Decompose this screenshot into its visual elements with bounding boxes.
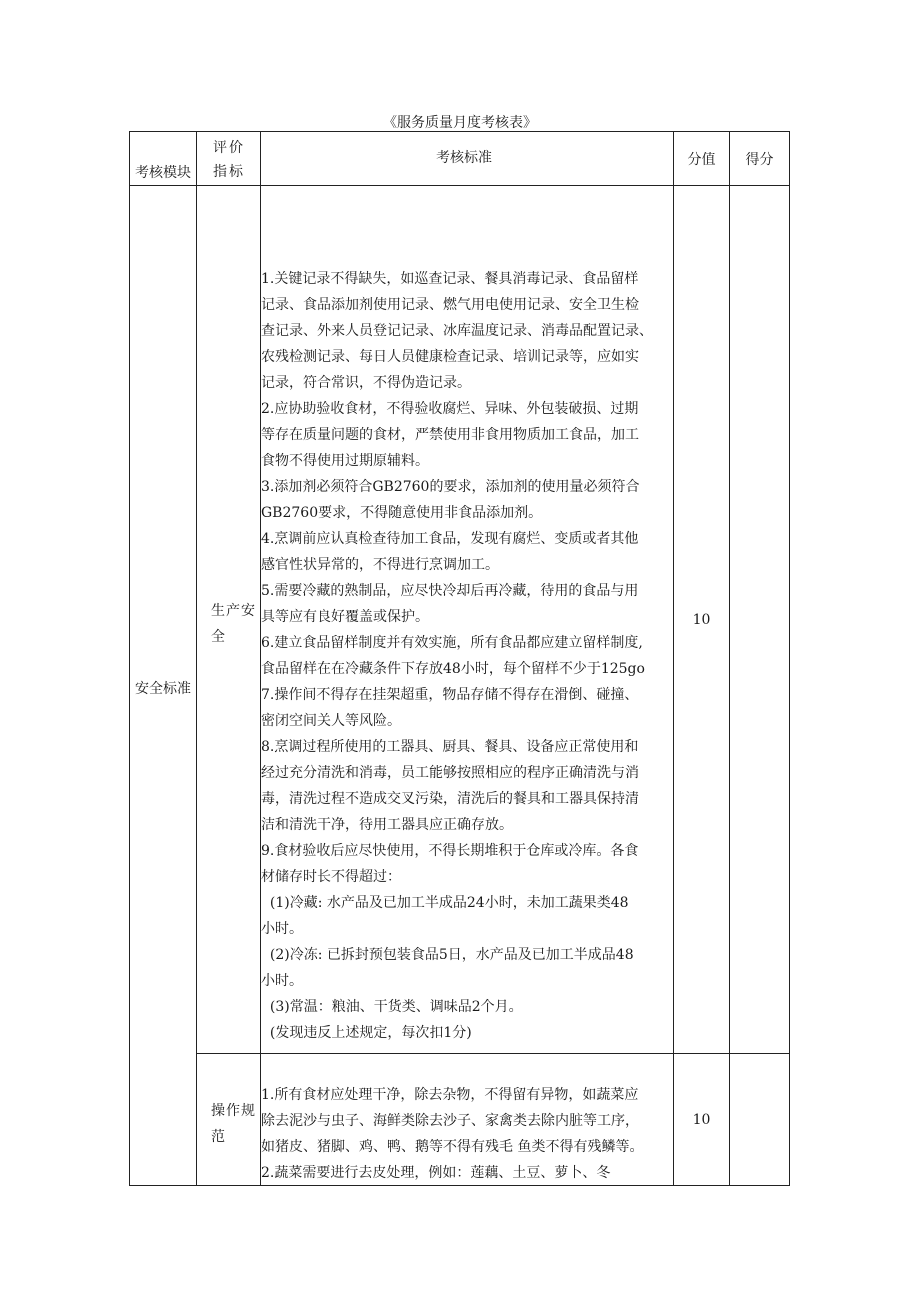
score-value-operation-norms: 10 — [692, 1111, 711, 1128]
module-name: 安全标准 — [135, 681, 191, 697]
standard-line: 经过充分清洗和消毒，员工能够按照相应的程序正确清洗与消 — [261, 765, 639, 781]
score-cell-operation-norms[interactable] — [730, 1054, 789, 1185]
standard-line: 5.需要冷藏的熟制品，应尽快冷却后再冷藏，待用的食品与用 — [261, 583, 639, 599]
header-indicator — [213, 136, 259, 185]
standard-line: 4.烹调前应认真检查待加工食品，发现有腐烂、变质或者其他 — [261, 531, 639, 547]
indicator-operation-norms: 操作规范 — [211, 1103, 256, 1145]
standard-line: 1.关键记录不得缺失，如巡查记录、餐具消毒记录、食品留样 — [261, 271, 639, 287]
header-standard-text: 考核标准 — [436, 150, 492, 166]
header-score — [730, 149, 789, 169]
header-module — [130, 132, 196, 185]
standard-line: 洁和清洗干净，待用工器具应正确存放。 — [261, 817, 513, 833]
score-cell-production-safety[interactable] — [730, 186, 789, 1053]
standard-line: 7.操作间不得存在挂架超重，物品存储不得存在滑倒、碰撞、 — [261, 687, 639, 703]
indicator-cell-operation-norms — [211, 1098, 257, 1150]
standard-text-production-safety — [261, 266, 681, 1046]
table-border-top — [129, 131, 790, 132]
standard-line: 食物不得使用过期原辅料。 — [261, 453, 429, 469]
standard-line: 感官性状异常的，不得进行烹调加工。 — [261, 557, 499, 573]
standard-line: 材储存时长不得超过： — [261, 869, 401, 885]
standard-line: 查记录、外来人员登记记录、冰库温度记录、消毒品配置记录、 — [261, 323, 653, 339]
header-score-value-text: 分值 — [687, 152, 716, 168]
standard-line: 毒，清洗过程不造成交叉污染，清洗后的餐具和工器具保持清 — [261, 791, 639, 807]
header-standard — [261, 147, 673, 167]
score-value-cell-production-safety — [674, 186, 729, 1053]
standard-line: 农残检测记录、每日人员健康检查记录、培训记录等，应如实 — [261, 349, 639, 365]
module-cell — [130, 186, 196, 1185]
standard-line: (发现违反上述规定，每次扣1分) — [261, 1025, 472, 1041]
standard-line: 等存在质量问题的食材，严禁使用非食用物质加工食品，加工 — [261, 427, 639, 443]
standard-line: 3.添加剂必须符合GB2760的要求，添加剂的使用量必须符合 — [261, 479, 640, 495]
standard-line: 2.应协助验收食材，不得验收腐烂、异味、外包装破损、过期 — [261, 401, 639, 417]
standard-line: 如猪皮、猪脚、鸡、鸭、鹅等不得有残毛 鱼类不得有残鳞等。 — [261, 1139, 644, 1155]
col-line-module — [196, 131, 197, 1186]
standard-line: (2)冷冻: 已拆封预包装食品5日，水产品及已加工半成品48 — [261, 947, 634, 963]
standard-line: 8.烹调过程所使用的工器具、厨具、餐具、设备应正常使用和 — [261, 739, 639, 755]
standard-cell-production-safety — [261, 266, 681, 1046]
header-indicator-text: 评价指标 — [213, 140, 245, 180]
standard-line: 小时。 — [261, 973, 303, 989]
standard-line: 食品留样在在冷藏条件下存放48小时，每个留样不少于125go — [261, 661, 645, 677]
indicator-cell-production-safety — [211, 598, 257, 650]
col-line-right — [789, 131, 790, 1186]
standard-line: 6.建立食品留样制度并有效实施，所有食品都应建立留样制度, — [261, 635, 643, 651]
standard-line: 记录、食品添加剂使用记录、燃气用电使用记录、安全卫生检 — [261, 297, 639, 313]
standard-line: 具等应有良好覆盖或保护。 — [261, 609, 429, 625]
header-score-value — [674, 149, 729, 169]
score-value-production-safety: 10 — [692, 611, 711, 628]
indicator-production-safety: 生产安全 — [211, 603, 256, 645]
standard-line: 除去泥沙与虫子、海鲜类除去沙子、家禽类去除内脏等工序， — [261, 1113, 639, 1129]
standard-line: (3)常温：粮油、干货类、调味品2个月。 — [261, 999, 523, 1015]
standard-line: 记录，符合常识，不得伪造记录。 — [261, 375, 471, 391]
standard-line: 1.所有食材应处理干净，除去杂物，不得留有异物，如蔬菜应 — [261, 1087, 639, 1103]
standard-line: 9.食材验收后应尽快使用，不得长期堆积于仓库或冷库。各食 — [261, 843, 639, 859]
standard-line: (1)冷藏: 水产品及已加工半成品24小时，未加工蔬果类48 — [261, 895, 629, 911]
header-module-text: 考核模块 — [135, 165, 191, 181]
header-score-text: 得分 — [745, 152, 774, 168]
standard-line: 2.蔬菜需要进行去皮处理，例如：莲藕、土豆、萝卜、冬 — [261, 1165, 611, 1181]
standard-text-operation-norms — [261, 1082, 681, 1186]
standard-line: 小时。 — [261, 921, 303, 937]
standard-cell-operation-norms — [261, 1082, 681, 1186]
page-title: 《服务质量月度考核表》 — [383, 115, 537, 131]
standard-line: GB2760要求，不得随意使用非食品添加剂。 — [261, 505, 543, 521]
standard-line: 密闭空间关人等风险。 — [261, 713, 401, 729]
score-value-cell-operation-norms — [674, 1054, 729, 1185]
